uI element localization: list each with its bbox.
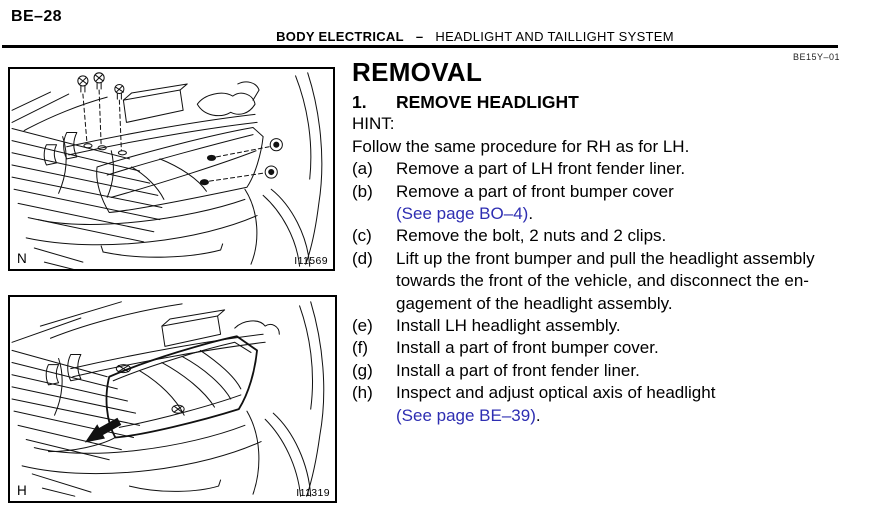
step-number: 1. (352, 92, 367, 112)
headlight-removal-illustration (10, 297, 335, 501)
stud (200, 180, 208, 185)
item-label: (g) (352, 360, 373, 380)
clip-icon (116, 365, 184, 414)
item-text: Install a part of front bumper cover. (396, 338, 659, 358)
screw-icon (78, 73, 124, 99)
item-text: Remove a part of front bumper cover (396, 181, 674, 201)
procedure-item-a (352, 158, 857, 180)
figure-headlight-fasteners (8, 67, 335, 271)
header-rule (2, 45, 838, 48)
section-subtitle: HEADLIGHT AND TAILLIGHT SYSTEM (435, 29, 674, 44)
engine-bay-parts (44, 82, 259, 165)
procedure-item-h (352, 382, 857, 427)
item-label: (c) (352, 226, 372, 246)
headlight-assembly (107, 336, 258, 437)
item-xref-line (396, 405, 857, 427)
figure-headlight-removal (8, 295, 337, 503)
procedure-item-c (352, 225, 857, 247)
item-label: (h) (352, 383, 373, 403)
bumper-lines (22, 425, 261, 496)
item-text: Inspect and adjust optical axis of headlight (396, 383, 716, 403)
hint-label: HINT: (352, 114, 395, 134)
headlight-fasteners-illustration (10, 69, 333, 269)
running-header (110, 29, 840, 44)
figure-corner-label: H (17, 483, 27, 498)
step-title: REMOVE HEADLIGHT (396, 92, 579, 112)
step-heading (352, 91, 857, 113)
screw-hole (118, 151, 126, 155)
stud (207, 155, 215, 160)
item-label: (b) (352, 181, 373, 201)
hood-lines (12, 302, 182, 342)
procedure-item-b (352, 181, 857, 226)
screw-hole (84, 144, 92, 148)
fender-lines (247, 302, 324, 496)
procedure-item-g (352, 360, 857, 382)
procedure-section (352, 56, 857, 427)
xref-suffix: . (535, 405, 541, 425)
bumper-lines (26, 199, 257, 269)
page-reference-link[interactable]: (See page BO–4) (396, 204, 529, 224)
item-text: Lift up the front bumper and pull the headlight assembly (396, 248, 815, 268)
engine-bay-parts (46, 310, 279, 385)
item-xref-line (396, 203, 857, 225)
hood-lines (12, 92, 107, 130)
xref-suffix: . (528, 204, 534, 224)
figure-id: I11569 (294, 255, 328, 267)
hint-text: Follow the same procedure for RH as for LH. (352, 136, 690, 156)
header-separator: – (415, 29, 424, 44)
item-text: towards the front of the vehicle, and disconnect the en- (396, 271, 809, 291)
item-text: Remove the bolt, 2 nuts and 2 clips. (396, 226, 667, 246)
item-label: (a) (352, 159, 373, 179)
item-text: Install a part of front fender liner. (396, 360, 640, 380)
fender-lines (245, 73, 322, 266)
doc-code: BE15Y–01 (792, 52, 840, 62)
page-number: BE–28 (11, 8, 62, 25)
figure-id: I11319 (296, 487, 330, 499)
item-text: Install LH headlight assembly. (396, 316, 621, 336)
item-label: (e) (352, 316, 373, 336)
figure-corner-label: N (17, 251, 27, 266)
item-text: gagement of the headlight assembly. (396, 293, 673, 313)
procedure-item-d (352, 248, 857, 315)
section-title: BODY ELECTRICAL (276, 29, 404, 44)
page-reference-link[interactable]: (See page BE–39) (396, 405, 536, 425)
section-heading: REMOVAL (352, 57, 483, 87)
procedure-item-e (352, 315, 857, 337)
nut-icon (265, 139, 282, 178)
item-label: (d) (352, 248, 373, 268)
removal-direction-arrow-icon (85, 418, 121, 443)
item-text: Remove a part of LH front fender liner. (396, 159, 686, 179)
item-label: (f) (352, 338, 369, 358)
procedure-item-f (352, 337, 857, 359)
